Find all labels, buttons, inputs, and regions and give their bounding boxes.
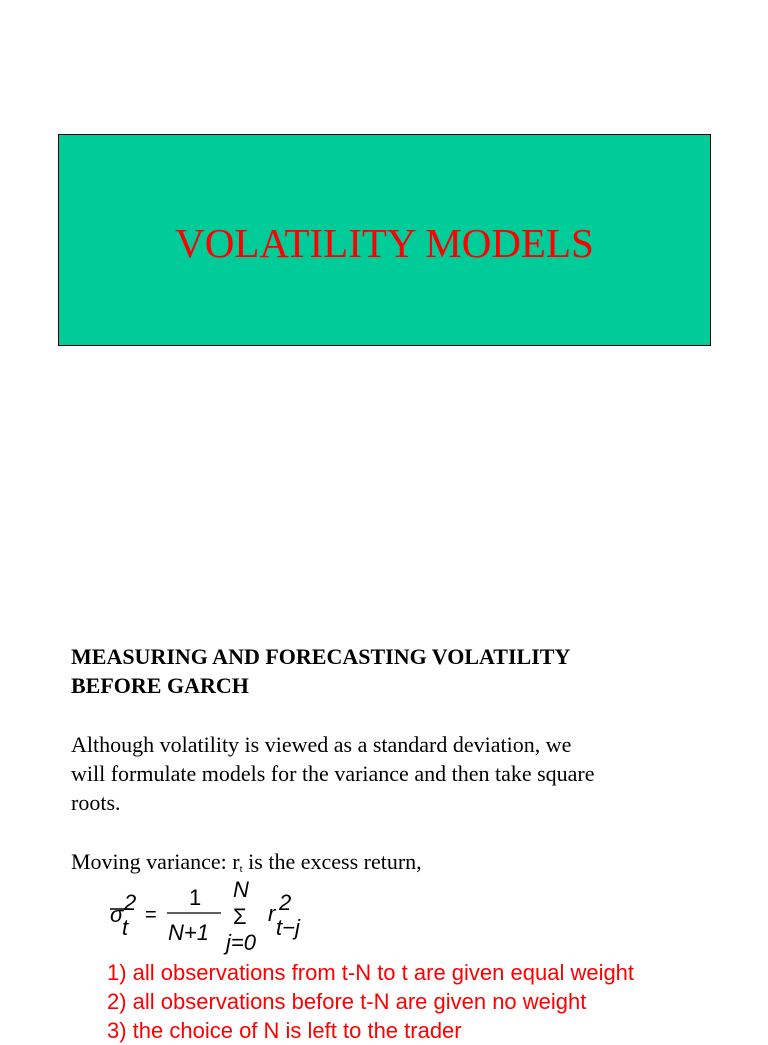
formula-equals: =	[145, 904, 157, 926]
formula-sum-upper: N	[233, 877, 249, 902]
intro-paragraph-line-2: will formulate models for the variance and then take square	[71, 761, 595, 786]
formula-term-sup: 2	[279, 890, 292, 915]
formula-sum-symbol: Σ	[233, 904, 247, 929]
formula-lhs-sup: 2	[124, 890, 137, 915]
formula-term-sub: t−j	[276, 915, 300, 940]
list-item: 1) all observations from t-N to t are given equal weight	[107, 960, 635, 985]
section-heading	[71, 642, 731, 700]
formula-lhs-symbol: σ	[110, 902, 124, 927]
list-item: 3) the choice of N is left to the trader	[107, 1018, 462, 1043]
title-box	[58, 134, 711, 346]
moving-variance-subscript: t	[239, 863, 243, 875]
formula-lhs-sub: t	[122, 915, 129, 940]
moving-variance-suffix: is the excess return,	[242, 849, 422, 874]
formula-term-symbol: r	[268, 901, 276, 926]
intro-paragraph	[71, 730, 741, 817]
moving-variance-line	[71, 847, 741, 884]
formula-sum-lower: j=0	[226, 930, 256, 955]
list-item: 2) all observations before t-N are given no weight	[107, 989, 587, 1014]
formula-numerator: 1	[189, 885, 202, 910]
intro-paragraph-line-3: roots.	[71, 790, 121, 815]
section-heading-line-1: MEASURING AND FORECASTING VOLATILITY	[71, 644, 571, 669]
section-heading-line-2: BEFORE GARCH	[71, 673, 249, 698]
title-text: VOLATILITY MODELS	[175, 220, 594, 266]
observations-list	[107, 958, 757, 1045]
formula-denominator: N+1	[168, 920, 209, 945]
intro-paragraph-line-1: Although volatility is viewed as a standard deviation, we	[71, 732, 572, 757]
moving-variance-prefix: Moving variance: r	[71, 849, 240, 874]
